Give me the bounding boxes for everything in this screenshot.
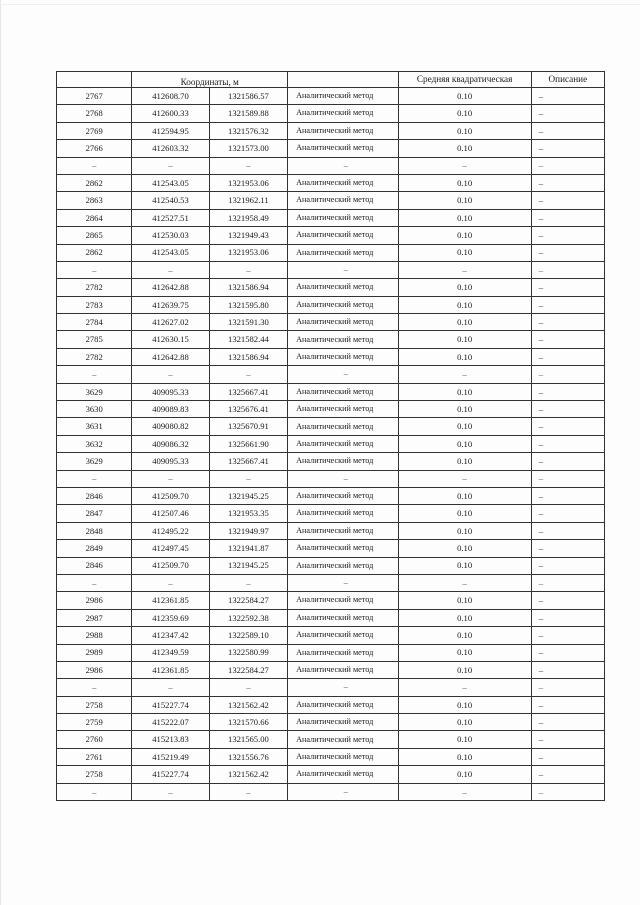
y-coordinate-cell: 1321945.25	[209, 487, 287, 504]
point-number-cell: 2987	[57, 609, 132, 626]
table-row	[57, 522, 605, 539]
point-number-cell: 3630	[57, 401, 132, 418]
point-number-cell: 3632	[57, 435, 132, 452]
y-coordinate-cell: 1321586.57	[209, 88, 287, 105]
x-coordinate-cell: 412642.88	[132, 348, 209, 365]
point-number-cell: 2758	[57, 766, 132, 783]
point-number-cell: 2986	[57, 661, 132, 678]
mean-error-cell: 0.10	[398, 348, 531, 365]
point-number-cell: 2761	[57, 748, 132, 765]
x-coordinate-cell: 412509.70	[132, 487, 209, 504]
x-coordinate-cell: 412361.85	[132, 661, 209, 678]
method-cell: Аналитический метод	[288, 227, 398, 244]
table-row	[57, 731, 605, 748]
table-row	[57, 627, 605, 644]
point-number-cell: 2760	[57, 731, 132, 748]
table-row	[57, 540, 605, 557]
description-cell: –	[531, 609, 604, 626]
method-cell: –	[288, 157, 398, 174]
mean-error-cell: 0.10	[398, 244, 531, 261]
table-row	[57, 783, 605, 800]
point-number-cell: 2768	[57, 105, 132, 122]
method-cell: Аналитический метод	[288, 296, 398, 313]
method-cell: Аналитический метод	[288, 696, 398, 713]
point-number-cell: –	[57, 366, 132, 383]
point-number-cell: 2989	[57, 644, 132, 661]
method-cell: –	[288, 261, 398, 278]
table-header-row	[57, 72, 605, 88]
description-cell: –	[531, 192, 604, 209]
y-coordinate-cell: 1321953.06	[209, 174, 287, 191]
description-cell: –	[531, 88, 604, 105]
y-coordinate-cell: –	[209, 366, 287, 383]
x-coordinate-cell: 412359.69	[132, 609, 209, 626]
y-coordinate-cell: 1322584.27	[209, 592, 287, 609]
description-cell: –	[531, 679, 604, 696]
table-row	[57, 279, 605, 296]
description-cell: –	[531, 714, 604, 731]
description-cell: –	[531, 766, 604, 783]
y-coordinate-cell: 1321586.94	[209, 348, 287, 365]
method-cell: Аналитический метод	[288, 453, 398, 470]
point-number-cell: 3629	[57, 453, 132, 470]
x-coordinate-cell: 409095.33	[132, 383, 209, 400]
y-coordinate-cell: 1321562.42	[209, 766, 287, 783]
description-cell: –	[531, 140, 604, 157]
scan-edge	[0, 0, 1, 905]
method-cell: Аналитический метод	[288, 244, 398, 261]
mean-error-cell: 0.10	[398, 627, 531, 644]
x-coordinate-cell: 415227.74	[132, 696, 209, 713]
mean-error-cell: 0.10	[398, 296, 531, 313]
x-coordinate-cell: 415222.07	[132, 714, 209, 731]
description-cell: –	[531, 348, 604, 365]
y-coordinate-cell: 1325667.41	[209, 453, 287, 470]
description-cell: –	[531, 279, 604, 296]
table-row	[57, 174, 605, 191]
table-row	[57, 244, 605, 261]
point-number-cell: 2783	[57, 296, 132, 313]
x-coordinate-cell: 415227.74	[132, 766, 209, 783]
method-cell: Аналитический метод	[288, 122, 398, 139]
x-coordinate-cell: 412603.32	[132, 140, 209, 157]
method-cell: Аналитический метод	[288, 714, 398, 731]
mean-error-cell: 0.10	[398, 540, 531, 557]
method-cell: Аналитический метод	[288, 557, 398, 574]
description-cell: –	[531, 174, 604, 191]
mean-error-cell: 0.10	[398, 731, 531, 748]
mean-error-cell: 0.10	[398, 383, 531, 400]
table-row	[57, 88, 605, 105]
method-cell: Аналитический метод	[288, 105, 398, 122]
table-row	[57, 505, 605, 522]
point-number-cell: –	[57, 261, 132, 278]
description-cell: –	[531, 157, 604, 174]
description-cell: –	[531, 296, 604, 313]
mean-error-cell: 0.10	[398, 592, 531, 609]
x-coordinate-cell: 412509.70	[132, 557, 209, 574]
mean-error-cell: –	[398, 261, 531, 278]
y-coordinate-cell: 1321573.00	[209, 140, 287, 157]
mean-error-cell: 0.10	[398, 209, 531, 226]
mean-error-cell: 0.10	[398, 748, 531, 765]
method-cell: Аналитический метод	[288, 540, 398, 557]
mean-error-cell: 0.10	[398, 105, 531, 122]
mean-error-cell: 0.10	[398, 453, 531, 470]
description-cell: –	[531, 470, 604, 487]
method-cell: Аналитический метод	[288, 627, 398, 644]
table-row	[57, 366, 605, 383]
y-coordinate-cell: –	[209, 574, 287, 591]
mean-error-cell: 0.10	[398, 227, 531, 244]
table-row	[57, 661, 605, 678]
description-cell: –	[531, 592, 604, 609]
method-cell: Аналитический метод	[288, 192, 398, 209]
description-cell: –	[531, 661, 604, 678]
table-row	[57, 557, 605, 574]
method-cell: Аналитический метод	[288, 487, 398, 504]
description-cell: –	[531, 331, 604, 348]
x-coordinate-cell: –	[132, 261, 209, 278]
y-coordinate-cell: 1321562.42	[209, 696, 287, 713]
point-number-cell: 2863	[57, 192, 132, 209]
point-number-cell: 2784	[57, 314, 132, 331]
table-row	[57, 574, 605, 591]
mean-error-cell: 0.10	[398, 401, 531, 418]
y-coordinate-cell: 1321586.94	[209, 279, 287, 296]
mean-error-cell: 0.10	[398, 696, 531, 713]
point-number-cell: 2782	[57, 348, 132, 365]
x-coordinate-cell: 412639.75	[132, 296, 209, 313]
description-cell: –	[531, 105, 604, 122]
y-coordinate-cell: 1325676.41	[209, 401, 287, 418]
x-coordinate-cell: 412495.22	[132, 522, 209, 539]
table-body	[57, 88, 605, 801]
method-cell: Аналитический метод	[288, 661, 398, 678]
x-coordinate-cell: –	[132, 679, 209, 696]
point-number-cell: –	[57, 574, 132, 591]
mean-error-cell: 0.10	[398, 279, 531, 296]
table-row	[57, 122, 605, 139]
table-row	[57, 435, 605, 452]
description-cell: –	[531, 122, 604, 139]
x-coordinate-cell: –	[132, 470, 209, 487]
y-coordinate-cell: 1322580.99	[209, 644, 287, 661]
method-cell: –	[288, 783, 398, 800]
y-coordinate-cell: –	[209, 261, 287, 278]
table-row	[57, 192, 605, 209]
mean-error-cell: –	[398, 574, 531, 591]
mean-error-cell: 0.10	[398, 192, 531, 209]
method-cell: –	[288, 470, 398, 487]
table-row	[57, 383, 605, 400]
description-cell: –	[531, 435, 604, 452]
y-coordinate-cell: 1321953.35	[209, 505, 287, 522]
mean-error-cell: –	[398, 679, 531, 696]
x-coordinate-cell: 412527.51	[132, 209, 209, 226]
point-number-cell: –	[57, 470, 132, 487]
method-cell: Аналитический метод	[288, 748, 398, 765]
description-cell: –	[531, 401, 604, 418]
mean-error-cell: 0.10	[398, 122, 531, 139]
x-coordinate-cell: 409095.33	[132, 453, 209, 470]
description-cell: –	[531, 418, 604, 435]
point-number-cell: 2849	[57, 540, 132, 557]
method-cell: –	[288, 679, 398, 696]
x-coordinate-cell: 412543.05	[132, 244, 209, 261]
point-number-cell: 2848	[57, 522, 132, 539]
description-cell: –	[531, 487, 604, 504]
point-number-cell: 2862	[57, 244, 132, 261]
point-number-cell: 2767	[57, 88, 132, 105]
point-number-cell: –	[57, 679, 132, 696]
description-cell: –	[531, 505, 604, 522]
mean-error-cell: –	[398, 783, 531, 800]
mean-error-cell: 0.10	[398, 766, 531, 783]
x-coordinate-cell: 412530.03	[132, 227, 209, 244]
x-coordinate-cell: –	[132, 157, 209, 174]
method-cell: Аналитический метод	[288, 592, 398, 609]
x-coordinate-cell: 415219.49	[132, 748, 209, 765]
mean-error-cell: 0.10	[398, 557, 531, 574]
method-cell: –	[288, 574, 398, 591]
table-row	[57, 401, 605, 418]
mean-error-cell: 0.10	[398, 435, 531, 452]
y-coordinate-cell: 1325667.41	[209, 383, 287, 400]
table-row	[57, 140, 605, 157]
y-coordinate-cell: 1321949.97	[209, 522, 287, 539]
table-row	[57, 418, 605, 435]
y-coordinate-cell: 1321582.44	[209, 331, 287, 348]
y-coordinate-cell: 1321945.25	[209, 557, 287, 574]
table-row	[57, 470, 605, 487]
table-row	[57, 209, 605, 226]
y-coordinate-cell: 1321595.80	[209, 296, 287, 313]
description-cell: –	[531, 574, 604, 591]
table-row	[57, 331, 605, 348]
method-cell: Аналитический метод	[288, 522, 398, 539]
table-row	[57, 696, 605, 713]
table-row	[57, 748, 605, 765]
method-cell: Аналитический метод	[288, 383, 398, 400]
method-cell: Аналитический метод	[288, 401, 398, 418]
method-cell: Аналитический метод	[288, 418, 398, 435]
table-row	[57, 679, 605, 696]
y-coordinate-cell: –	[209, 470, 287, 487]
point-number-cell: 2988	[57, 627, 132, 644]
y-coordinate-cell: 1325670.91	[209, 418, 287, 435]
description-cell: –	[531, 383, 604, 400]
point-number-cell: –	[57, 783, 132, 800]
mean-error-cell: –	[398, 366, 531, 383]
mean-error-cell: 0.10	[398, 88, 531, 105]
mean-error-cell: 0.10	[398, 331, 531, 348]
x-coordinate-cell: –	[132, 574, 209, 591]
method-cell: Аналитический метод	[288, 609, 398, 626]
table-row	[57, 487, 605, 504]
x-coordinate-cell: 412497.45	[132, 540, 209, 557]
description-cell: –	[531, 209, 604, 226]
table-row	[57, 644, 605, 661]
x-coordinate-cell: 412594.95	[132, 122, 209, 139]
x-coordinate-cell: 412540.53	[132, 192, 209, 209]
method-cell: Аналитический метод	[288, 505, 398, 522]
mean-error-cell: 0.10	[398, 661, 531, 678]
scan-top-edge	[0, 4, 640, 5]
y-coordinate-cell: 1321953.06	[209, 244, 287, 261]
header-coordinates: Координаты, м	[132, 72, 288, 88]
header-point-number	[57, 72, 132, 88]
point-number-cell: 2759	[57, 714, 132, 731]
y-coordinate-cell: 1321589.88	[209, 105, 287, 122]
description-cell: –	[531, 627, 604, 644]
mean-error-cell: 0.10	[398, 174, 531, 191]
mean-error-cell: 0.10	[398, 487, 531, 504]
description-cell: –	[531, 244, 604, 261]
description-cell: –	[531, 261, 604, 278]
description-cell: –	[531, 783, 604, 800]
x-coordinate-cell: 412543.05	[132, 174, 209, 191]
point-number-cell: 2785	[57, 331, 132, 348]
table-row	[57, 766, 605, 783]
description-cell: –	[531, 557, 604, 574]
mean-error-cell: 0.10	[398, 505, 531, 522]
description-cell: –	[531, 522, 604, 539]
method-cell: Аналитический метод	[288, 174, 398, 191]
mean-error-cell: 0.10	[398, 418, 531, 435]
method-cell: Аналитический метод	[288, 140, 398, 157]
description-cell: –	[531, 366, 604, 383]
x-coordinate-cell: 412507.46	[132, 505, 209, 522]
y-coordinate-cell: –	[209, 157, 287, 174]
method-cell: Аналитический метод	[288, 766, 398, 783]
point-number-cell: 2766	[57, 140, 132, 157]
point-number-cell: 2846	[57, 557, 132, 574]
table-row	[57, 609, 605, 626]
method-cell: Аналитический метод	[288, 644, 398, 661]
x-coordinate-cell: 409086.32	[132, 435, 209, 452]
description-cell: –	[531, 748, 604, 765]
point-number-cell: 2864	[57, 209, 132, 226]
y-coordinate-cell: 1321570.66	[209, 714, 287, 731]
y-coordinate-cell: 1325661.90	[209, 435, 287, 452]
method-cell: Аналитический метод	[288, 731, 398, 748]
mean-error-cell: 0.10	[398, 140, 531, 157]
method-cell: Аналитический метод	[288, 348, 398, 365]
x-coordinate-cell: 412349.59	[132, 644, 209, 661]
x-coordinate-cell: 412600.33	[132, 105, 209, 122]
y-coordinate-cell: 1321565.00	[209, 731, 287, 748]
y-coordinate-cell: 1321591.30	[209, 314, 287, 331]
point-number-cell: 2758	[57, 696, 132, 713]
x-coordinate-cell: 412627.02	[132, 314, 209, 331]
point-number-cell: 2769	[57, 122, 132, 139]
table-row	[57, 314, 605, 331]
header-description: Описание	[531, 72, 604, 88]
table-row	[57, 296, 605, 313]
point-number-cell: 2846	[57, 487, 132, 504]
point-number-cell: –	[57, 157, 132, 174]
method-cell: Аналитический метод	[288, 314, 398, 331]
description-cell: –	[531, 314, 604, 331]
x-coordinate-cell: 412347.42	[132, 627, 209, 644]
mean-error-cell: 0.10	[398, 314, 531, 331]
mean-error-cell: 0.10	[398, 522, 531, 539]
description-cell: –	[531, 731, 604, 748]
y-coordinate-cell: –	[209, 679, 287, 696]
table-row	[57, 348, 605, 365]
x-coordinate-cell: 412642.88	[132, 279, 209, 296]
point-number-cell: 2865	[57, 227, 132, 244]
coordinates-table	[56, 71, 605, 801]
x-coordinate-cell: 412361.85	[132, 592, 209, 609]
x-coordinate-cell: –	[132, 366, 209, 383]
table-row	[57, 227, 605, 244]
header-method	[288, 72, 398, 88]
x-coordinate-cell: 409089.83	[132, 401, 209, 418]
y-coordinate-cell: 1322592.38	[209, 609, 287, 626]
point-number-cell: 2862	[57, 174, 132, 191]
method-cell: –	[288, 366, 398, 383]
method-cell: Аналитический метод	[288, 331, 398, 348]
method-cell: Аналитический метод	[288, 88, 398, 105]
mean-error-cell: 0.10	[398, 714, 531, 731]
point-number-cell: 2782	[57, 279, 132, 296]
point-number-cell: 3631	[57, 418, 132, 435]
table-row	[57, 261, 605, 278]
y-coordinate-cell: 1321556.76	[209, 748, 287, 765]
description-cell: –	[531, 696, 604, 713]
description-cell: –	[531, 540, 604, 557]
mean-error-cell: 0.10	[398, 644, 531, 661]
x-coordinate-cell: 409080.82	[132, 418, 209, 435]
table-row	[57, 105, 605, 122]
table-row	[57, 157, 605, 174]
x-coordinate-cell: 415213.83	[132, 731, 209, 748]
mean-error-cell: –	[398, 470, 531, 487]
x-coordinate-cell: 412630.15	[132, 331, 209, 348]
method-cell: Аналитический метод	[288, 209, 398, 226]
description-cell: –	[531, 453, 604, 470]
x-coordinate-cell: 412608.70	[132, 88, 209, 105]
y-coordinate-cell: –	[209, 783, 287, 800]
y-coordinate-cell: 1321962.11	[209, 192, 287, 209]
y-coordinate-cell: 1321941.87	[209, 540, 287, 557]
point-number-cell: 2986	[57, 592, 132, 609]
x-coordinate-cell: –	[132, 783, 209, 800]
y-coordinate-cell: 1322589.10	[209, 627, 287, 644]
y-coordinate-cell: 1321958.49	[209, 209, 287, 226]
method-cell: Аналитический метод	[288, 279, 398, 296]
table-row	[57, 453, 605, 470]
description-cell: –	[531, 644, 604, 661]
y-coordinate-cell: 1321949.43	[209, 227, 287, 244]
y-coordinate-cell: 1321576.32	[209, 122, 287, 139]
table-row	[57, 592, 605, 609]
mean-error-cell: –	[398, 157, 531, 174]
point-number-cell: 2847	[57, 505, 132, 522]
description-cell: –	[531, 227, 604, 244]
table-row	[57, 714, 605, 731]
method-cell: Аналитический метод	[288, 435, 398, 452]
mean-error-cell: 0.10	[398, 609, 531, 626]
y-coordinate-cell: 1322584.27	[209, 661, 287, 678]
header-mean-error: Средняя квадратическая	[398, 72, 531, 88]
point-number-cell: 3629	[57, 383, 132, 400]
